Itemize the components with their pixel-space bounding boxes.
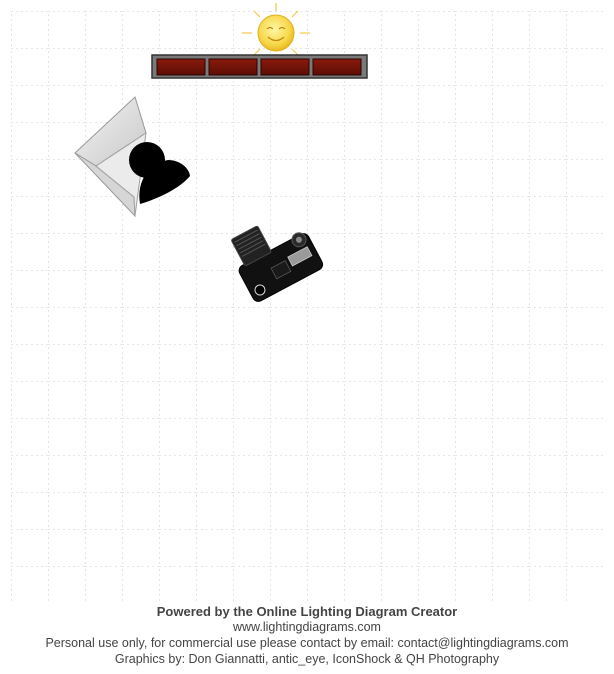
footer-usage-note: Personal use only, for commercial use please contact by email: contact@lightingdiagrams.com [45,636,569,650]
footer-credit-title: Powered by the Online Lighting Diagram Creator [156,604,458,619]
footer-graphics-credit: Graphics by: Don Giannatti, antic_eye, IconShock & QH Photography [114,652,500,666]
footer-website-link[interactable]: www.lightingdiagrams.com [233,620,381,634]
window-light-strip[interactable] [152,55,367,78]
grid-background [11,11,603,603]
